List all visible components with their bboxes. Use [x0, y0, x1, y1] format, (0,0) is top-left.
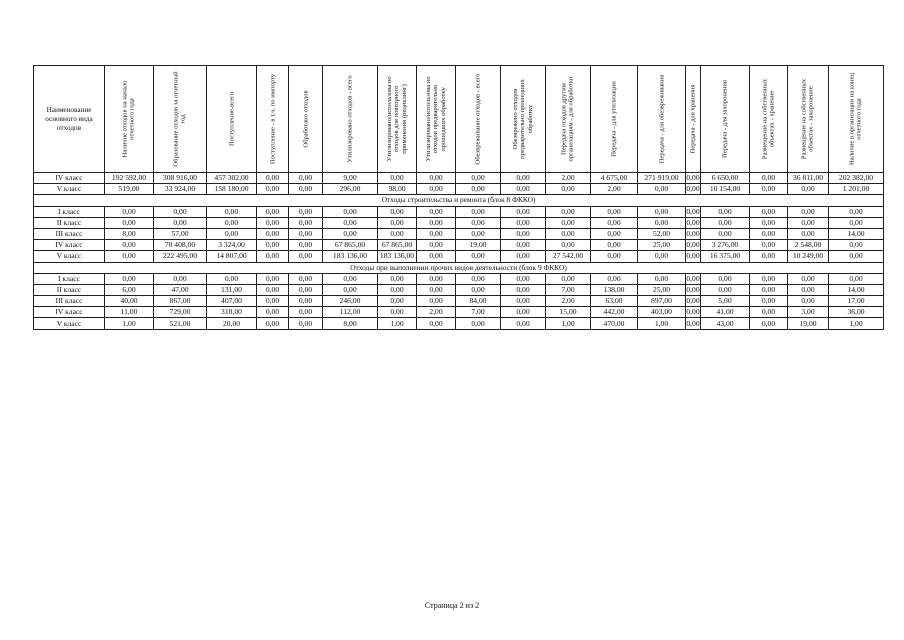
value-cell: 52,00	[638, 228, 686, 239]
value-cell: 0,00	[289, 228, 323, 239]
value-cell: 1,00	[829, 318, 884, 329]
value-cell: 40,00	[105, 296, 154, 307]
value-cell: 0,00	[591, 251, 638, 262]
value-cell: 867,00	[154, 296, 207, 307]
value-cell: 14,00	[829, 284, 884, 295]
value-cell: 3 324,00	[207, 240, 257, 251]
value-cell: 0,00	[378, 307, 417, 318]
value-cell: 0,00	[750, 296, 788, 307]
value-cell: 36 811,00	[788, 173, 829, 184]
value-cell: 0,00	[207, 273, 257, 284]
value-cell: 0,00	[750, 284, 788, 295]
value-cell: 0,00	[501, 307, 546, 318]
column-header-label: Передача - для хранения	[689, 84, 697, 154]
value-cell: 0,00	[456, 228, 501, 239]
value-cell: 10 154,00	[701, 184, 750, 195]
value-cell: 25,00	[638, 240, 686, 251]
value-cell: 36,00	[829, 307, 884, 318]
value-cell: 0,00	[750, 206, 788, 217]
value-cell: 0,00	[591, 273, 638, 284]
value-cell: 0,00	[686, 296, 700, 306]
value-cell: 0,00	[417, 284, 456, 295]
value-cell: 0,00	[257, 173, 289, 184]
value-cell: 0,00	[788, 284, 829, 295]
column-header	[750, 66, 788, 173]
value-cell: 0,00	[378, 284, 417, 295]
value-cell: 1,00	[105, 318, 154, 329]
value-cell: 0,00	[417, 240, 456, 251]
value-cell: 7,00	[456, 307, 501, 318]
value-cell: 3,00	[788, 307, 829, 318]
value-cell: 15,00	[546, 307, 591, 318]
value-cell: 0,00	[289, 251, 323, 262]
value-cell: 98,00	[378, 184, 417, 195]
value-cell: 0,00	[638, 251, 686, 262]
table-row	[34, 251, 884, 262]
value-cell: 57,00	[154, 228, 207, 239]
value-cell: 0,00	[289, 284, 323, 295]
column-header-label: Передача - для утилизации	[610, 81, 618, 157]
column-header-label: Размещение на собственных объектах - захоронение	[800, 78, 815, 160]
value-cell: 0,00	[686, 251, 700, 261]
value-cell: 0,00	[788, 296, 829, 307]
column-header	[701, 66, 750, 173]
value-cell: 17,00	[829, 296, 884, 307]
value-cell: 0,00	[417, 184, 456, 195]
value-cell: 0,00	[417, 228, 456, 239]
column-header-label: Поступление-всего	[227, 92, 235, 147]
value-cell: 0,00	[207, 217, 257, 228]
hazard-class-cell: III класс	[34, 296, 105, 307]
value-cell: 158 180,00	[207, 184, 257, 195]
value-cell: 0,00	[829, 206, 884, 217]
value-cell: 1,00	[638, 318, 686, 329]
value-cell: 0,00	[257, 296, 289, 307]
hazard-class-cell: I класс	[34, 273, 105, 284]
column-header-label: Поступление - в т.ч. по импорту	[268, 73, 276, 165]
value-cell: 0,00	[546, 217, 591, 228]
value-cell: 0,00	[501, 228, 546, 239]
value-cell: 0,00	[323, 273, 378, 284]
value-cell: 0,00	[638, 273, 686, 284]
value-cell: 0,00	[686, 184, 700, 194]
value-cell: 27 542,00	[546, 251, 591, 262]
header-row	[34, 66, 884, 173]
value-cell: 0,00	[323, 284, 378, 295]
value-cell: 0,00	[501, 273, 546, 284]
value-cell: 0,00	[456, 251, 501, 262]
value-cell: 0,00	[701, 284, 750, 295]
value-cell: 0,00	[289, 173, 323, 184]
value-cell: 2 548,00	[788, 240, 829, 251]
value-cell: 0,00	[289, 184, 323, 195]
value-cell: 0,00	[417, 318, 456, 329]
value-cell: 0,00	[788, 228, 829, 239]
value-cell: 0,00	[154, 206, 207, 217]
column-header-label: Утилизировано отходов - всего	[346, 75, 354, 163]
value-cell: 521,00	[154, 318, 207, 329]
value-cell: 0,00	[456, 318, 501, 329]
hazard-class-cell: IV класс	[34, 240, 105, 251]
value-cell: 442,00	[591, 307, 638, 318]
value-cell: 0,00	[207, 228, 257, 239]
value-cell: 0,00	[257, 251, 289, 262]
value-cell: 0,00	[501, 284, 546, 295]
value-cell: 0,00	[701, 228, 750, 239]
value-cell: 43,00	[701, 318, 750, 329]
value-cell: 0,00	[750, 173, 788, 184]
waste-report-sheet	[33, 65, 884, 330]
value-cell: 16 375,00	[701, 251, 750, 262]
value-cell: 0,00	[591, 206, 638, 217]
column-header	[417, 66, 456, 173]
column-header-label: Передача - для захоронения	[721, 80, 729, 158]
column-header-label: Передача отходов другим организациям - для обработки	[560, 76, 575, 162]
value-cell: 519,00	[105, 184, 154, 195]
value-cell: 0,00	[501, 318, 546, 329]
value-cell: 897,00	[638, 296, 686, 307]
page-number: Страница 2 из 2	[424, 601, 480, 610]
value-cell: 10 249,00	[788, 251, 829, 262]
value-cell: 271 919,00	[638, 173, 686, 184]
value-cell: 318,00	[207, 307, 257, 318]
table-row	[34, 307, 884, 318]
value-cell: 0,00	[456, 217, 501, 228]
value-cell: 0,00	[750, 307, 788, 318]
table-row	[34, 184, 884, 195]
value-cell: 2,00	[546, 296, 591, 307]
value-cell: 2,00	[546, 173, 591, 184]
value-cell: 0,00	[750, 217, 788, 228]
value-cell: 25,00	[638, 284, 686, 295]
waste-table	[33, 65, 884, 330]
column-header-label: Утилизировано/использова но отходов предварительно прошедших обработку	[424, 76, 447, 162]
value-cell: 0,00	[378, 217, 417, 228]
value-cell: 0,00	[501, 251, 546, 262]
value-cell: 0,00	[207, 206, 257, 217]
value-cell: 6,00	[105, 284, 154, 295]
hazard-class-cell: IV класс	[34, 173, 105, 184]
value-cell: 0,00	[701, 273, 750, 284]
value-cell: 0,00	[289, 240, 323, 251]
column-header	[207, 66, 257, 173]
value-cell: 4 675,00	[591, 173, 638, 184]
value-cell: 1 201,00	[829, 184, 884, 195]
value-cell: 0,00	[686, 284, 700, 294]
table-body	[34, 173, 884, 330]
hazard-class-cell: IV класс	[34, 307, 105, 318]
value-cell: 7,00	[546, 284, 591, 295]
value-cell: 2,00	[591, 184, 638, 195]
value-cell: 0,00	[686, 318, 700, 328]
value-cell: 0,00	[323, 206, 378, 217]
column-header-label: Обезврежено отходов предварительно прошедших обработку	[511, 79, 534, 159]
value-cell: 0,00	[417, 206, 456, 217]
value-cell: 0,00	[750, 228, 788, 239]
value-cell: 0,00	[546, 228, 591, 239]
value-cell: 0,00	[257, 307, 289, 318]
column-header	[154, 66, 207, 173]
value-cell: 67 865,00	[323, 240, 378, 251]
value-cell: 0,00	[289, 217, 323, 228]
value-cell: 11,00	[105, 307, 154, 318]
value-cell: 0,00	[686, 206, 700, 216]
value-cell: 0,00	[501, 173, 546, 184]
value-cell: 0,00	[456, 273, 501, 284]
value-cell: 0,00	[546, 240, 591, 251]
value-cell: 14,00	[829, 228, 884, 239]
value-cell: 308 916,00	[154, 173, 207, 184]
value-cell: 0,00	[546, 184, 591, 195]
value-cell: 0,00	[750, 240, 788, 251]
column-header	[686, 66, 701, 173]
value-cell: 407,00	[207, 296, 257, 307]
column-header-label: Размещение на собственных объектах - хранение	[761, 78, 776, 160]
value-cell: 0,00	[638, 184, 686, 195]
value-cell: 0,00	[829, 251, 884, 262]
column-header	[289, 66, 323, 173]
value-cell: 19,00	[456, 240, 501, 251]
table-row	[34, 217, 884, 228]
value-cell: 0,00	[257, 217, 289, 228]
value-cell: 0,00	[501, 206, 546, 217]
value-cell: 9,00	[323, 173, 378, 184]
value-cell: 222 495,00	[154, 251, 207, 262]
value-cell: 138,00	[591, 284, 638, 295]
value-cell: 0,00	[257, 284, 289, 295]
table-row	[34, 240, 884, 251]
value-cell: 0,00	[105, 217, 154, 228]
column-header	[501, 66, 546, 173]
value-cell: 0,00	[591, 228, 638, 239]
section-header-row	[34, 262, 884, 273]
value-cell: 0,00	[105, 240, 154, 251]
value-cell: 131,00	[207, 284, 257, 295]
value-cell: 0,00	[257, 273, 289, 284]
value-cell: 0,00	[378, 173, 417, 184]
value-cell: 0,00	[788, 273, 829, 284]
hazard-class-cell: II класс	[34, 217, 105, 228]
value-cell: 0,00	[417, 173, 456, 184]
value-cell: 0,00	[257, 206, 289, 217]
value-cell: 0,00	[105, 206, 154, 217]
value-cell: 296,00	[323, 184, 378, 195]
value-cell: 0,00	[750, 251, 788, 262]
column-header	[456, 66, 501, 173]
column-header	[105, 66, 154, 173]
column-header	[638, 66, 686, 173]
value-cell: 0,00	[750, 318, 788, 329]
value-cell: 729,00	[154, 307, 207, 318]
value-cell: 0,00	[456, 184, 501, 195]
section-title: Отходы строительства и ремонта (блок 8 ФККО)	[34, 195, 884, 206]
table-row	[34, 318, 884, 329]
value-cell: 84,00	[456, 296, 501, 307]
hazard-class-cell: III класс	[34, 228, 105, 239]
column-header	[257, 66, 289, 173]
table-row	[34, 284, 884, 295]
value-cell: 14 807,00	[207, 251, 257, 262]
value-cell: 0,00	[154, 273, 207, 284]
value-cell: 0,00	[501, 184, 546, 195]
table-row	[34, 206, 884, 217]
value-cell: 0,00	[257, 318, 289, 329]
value-cell: 5,00	[701, 296, 750, 307]
value-cell: 0,00	[701, 217, 750, 228]
value-cell: 19,00	[788, 318, 829, 329]
value-cell: 0,00	[417, 251, 456, 262]
value-cell: 0,00	[257, 240, 289, 251]
column-header-label: Обработано отходов	[301, 90, 309, 148]
value-cell: 0,00	[289, 273, 323, 284]
value-cell: 183 136,00	[323, 251, 378, 262]
value-cell: 246,00	[323, 296, 378, 307]
value-cell: 1,00	[546, 318, 591, 329]
column-header-waste-type: Наименование основного вида отходов	[34, 66, 105, 173]
column-header	[829, 66, 884, 173]
value-cell: 20,00	[207, 318, 257, 329]
value-cell: 8,00	[105, 228, 154, 239]
hazard-class-cell: V класс	[34, 318, 105, 329]
section-header-row	[34, 195, 884, 206]
value-cell: 0,00	[289, 318, 323, 329]
value-cell: 67 865,00	[378, 240, 417, 251]
value-cell: 202 382,00	[829, 173, 884, 184]
value-cell: 0,00	[829, 217, 884, 228]
value-cell: 63,00	[591, 296, 638, 307]
section-title: Отходы при выполнении прочих видов деятельности (блок 9 ФККО)	[34, 262, 884, 273]
value-cell: 0,00	[701, 206, 750, 217]
value-cell: 0,00	[686, 217, 700, 227]
value-cell: 0,00	[546, 206, 591, 217]
value-cell: 457 302,00	[207, 173, 257, 184]
value-cell: 0,00	[456, 173, 501, 184]
value-cell: 0,00	[257, 184, 289, 195]
value-cell: 0,00	[750, 184, 788, 195]
column-header	[591, 66, 638, 173]
value-cell: 0,00	[686, 173, 700, 183]
column-header-label: Образование отходов за отчетный год	[172, 71, 187, 167]
value-cell: 41,00	[701, 307, 750, 318]
value-cell: 0,00	[501, 240, 546, 251]
value-cell: 70 408,00	[154, 240, 207, 251]
value-cell: 0,00	[686, 307, 700, 317]
hazard-class-cell: V класс	[34, 184, 105, 195]
value-cell: 0,00	[378, 206, 417, 217]
value-cell: 0,00	[323, 228, 378, 239]
column-header	[378, 66, 417, 173]
column-header-label: Наличие отходов на начало отчетного года	[121, 80, 136, 158]
value-cell: 0,00	[750, 273, 788, 284]
table-row	[34, 173, 884, 184]
value-cell: 0,00	[378, 273, 417, 284]
value-cell: 0,00	[105, 251, 154, 262]
value-cell: 1,00	[378, 318, 417, 329]
value-cell: 0,00	[417, 273, 456, 284]
value-cell: 0,00	[257, 228, 289, 239]
column-header	[788, 66, 829, 173]
hazard-class-cell: V класс	[34, 251, 105, 262]
column-header-label: Обезвреживание отходов - всего	[474, 73, 482, 165]
value-cell: 0,00	[378, 228, 417, 239]
value-cell: 0,00	[323, 217, 378, 228]
value-cell: 112,00	[323, 307, 378, 318]
value-cell: 47,00	[154, 284, 207, 295]
column-header-label: Передача - для обезвреживания	[657, 74, 665, 164]
value-cell: 0,00	[289, 307, 323, 318]
table-row	[34, 296, 884, 307]
value-cell: 0,00	[829, 273, 884, 284]
value-cell: 2,00	[417, 307, 456, 318]
value-cell: 0,00	[501, 296, 546, 307]
value-cell: 0,00	[686, 229, 700, 239]
value-cell: 0,00	[289, 206, 323, 217]
value-cell: 0,00	[417, 296, 456, 307]
value-cell: 8,00	[323, 318, 378, 329]
column-header	[546, 66, 591, 173]
value-cell: 0,00	[788, 217, 829, 228]
value-cell: 0,00	[378, 296, 417, 307]
value-cell: 0,00	[546, 273, 591, 284]
value-cell: 0,00	[456, 206, 501, 217]
table-row	[34, 228, 884, 239]
column-header-label: Наличие в организации на конец отчетного года	[848, 72, 863, 166]
value-cell: 0,00	[456, 284, 501, 295]
value-cell: 0,00	[638, 217, 686, 228]
value-cell: 183 136,00	[378, 251, 417, 262]
value-cell: 33 924,00	[154, 184, 207, 195]
value-cell: 192 592,00	[105, 173, 154, 184]
hazard-class-cell: I класс	[34, 206, 105, 217]
value-cell: 3 276,00	[701, 240, 750, 251]
value-cell: 0,00	[829, 240, 884, 251]
value-cell: 470,00	[591, 318, 638, 329]
value-cell: 0,00	[501, 217, 546, 228]
value-cell: 0,00	[686, 273, 700, 283]
value-cell: 0,00	[591, 240, 638, 251]
value-cell: 0,00	[638, 206, 686, 217]
value-cell: 403,00	[638, 307, 686, 318]
value-cell: 0,00	[686, 240, 700, 250]
value-cell: 0,00	[417, 217, 456, 228]
value-cell: 0,00	[788, 184, 829, 195]
table-row	[34, 273, 884, 284]
value-cell: 0,00	[289, 296, 323, 307]
hazard-class-cell: II класс	[34, 284, 105, 295]
value-cell: 0,00	[154, 217, 207, 228]
value-cell: 0,00	[105, 273, 154, 284]
value-cell: 0,00	[788, 206, 829, 217]
column-header	[323, 66, 378, 173]
value-cell: 6 650,00	[701, 173, 750, 184]
column-header-label: Утилизировано/использова но отходов для повторного применения (рециклинг)	[385, 76, 408, 162]
value-cell: 0,00	[591, 217, 638, 228]
